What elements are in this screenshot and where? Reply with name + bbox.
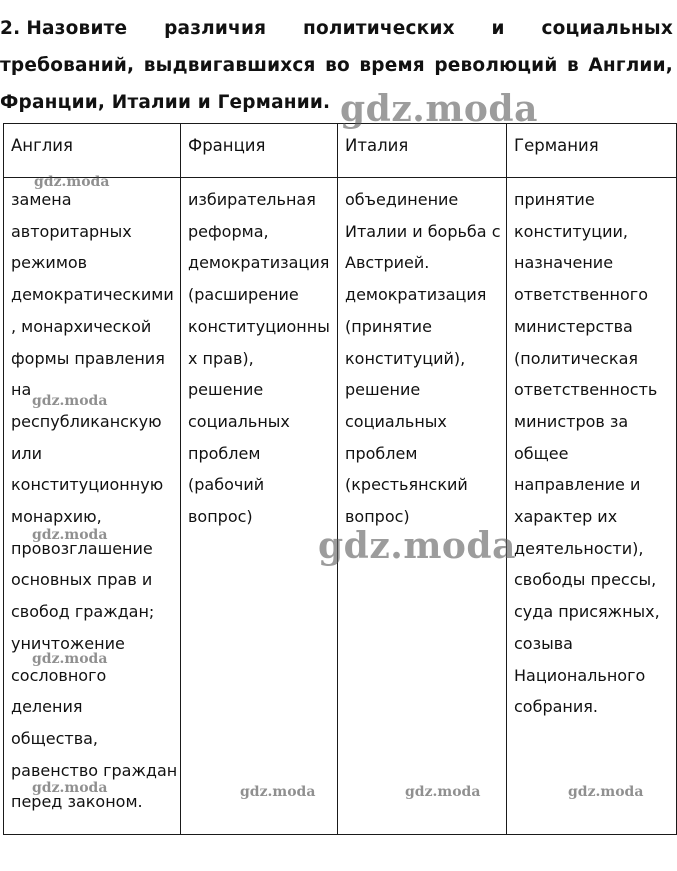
cell-line: уничтожение xyxy=(11,633,125,653)
cell-line: министерства xyxy=(514,316,633,336)
cell-line: конституционную xyxy=(11,475,164,495)
cell-line: деятельности), xyxy=(514,538,644,558)
cell-line: авторитарных xyxy=(11,221,132,241)
cell-line: принятие xyxy=(514,190,595,209)
cell-line: равенство граждан xyxy=(11,760,178,780)
cell-italy xyxy=(338,178,507,835)
cell-line: демократическими xyxy=(11,285,174,305)
cell-line: объединение xyxy=(345,190,459,209)
cell-line: созыва xyxy=(514,633,573,653)
cell-england xyxy=(4,178,181,835)
cell-line: сословного xyxy=(11,665,107,685)
cell-line: , монархической xyxy=(11,316,152,336)
cell-line: Италии и борьба с xyxy=(345,221,501,241)
cell-line: ответственного xyxy=(514,285,648,305)
cell-line: вопрос) xyxy=(188,507,253,527)
cell-line: замена xyxy=(11,190,72,209)
watermark-small: gdz.moda xyxy=(240,784,316,800)
watermark-small: gdz.moda xyxy=(34,174,110,190)
cell-line: или xyxy=(11,443,43,463)
cell-line: ответственность xyxy=(514,380,658,400)
cell-line: характер их xyxy=(514,507,618,527)
watermark-small: gdz.moda xyxy=(32,651,108,667)
table-row xyxy=(4,178,677,835)
cell-france xyxy=(181,178,338,835)
cell-line: монархию, xyxy=(11,507,102,527)
table-header-row xyxy=(4,124,677,178)
watermark-top: gdz.moda xyxy=(340,88,538,130)
cell-line: (расширение xyxy=(188,285,299,305)
cell-line: (крестьянский xyxy=(345,475,468,495)
cell-line: общее xyxy=(514,443,569,463)
cell-line: х прав), xyxy=(188,348,254,368)
cell-line: провозглашение xyxy=(11,538,153,558)
cell-line: (политическая xyxy=(514,348,639,368)
cell-line: республиканскую xyxy=(11,411,162,431)
cell-line: деления xyxy=(11,697,83,717)
header-england: Англия xyxy=(4,124,181,178)
cell-line: реформа, xyxy=(188,221,269,241)
cell-line: решение xyxy=(188,380,264,400)
cell-line: конституции, xyxy=(514,221,628,241)
header-italy: Италия xyxy=(338,124,507,178)
cell-line: министров за xyxy=(514,411,629,431)
header-france: Франция xyxy=(181,124,338,178)
question-body: Назовите различия политических и социальных требований, выдвигавшихся во время революций в Англии, Франции, Италии и Германии. xyxy=(0,18,673,113)
cell-line: собрания. xyxy=(514,697,598,717)
cell-line: общества, xyxy=(11,728,99,748)
watermark-small: gdz.moda xyxy=(568,784,644,800)
cell-line: проблем xyxy=(345,443,418,463)
cell-line: решение xyxy=(345,380,421,400)
cell-line: проблем xyxy=(188,443,261,463)
cell-line: на xyxy=(11,380,32,400)
watermark-small: gdz.moda xyxy=(405,784,481,800)
cell-line: социальных xyxy=(345,411,447,431)
cell-line: (рабочий xyxy=(188,475,265,495)
watermark-small: gdz.moda xyxy=(32,780,108,796)
cell-line: режимов xyxy=(11,253,88,273)
cell-germany xyxy=(507,178,677,835)
watermark-small: gdz.moda xyxy=(32,393,108,409)
answer-table xyxy=(3,123,677,835)
cell-line: суда присяжных, xyxy=(514,602,660,622)
cell-line: социальных xyxy=(188,411,290,431)
cell-line: основных прав и xyxy=(11,570,153,590)
cell-line: свобод граждан; xyxy=(11,602,155,622)
watermark-small: gdz.moda xyxy=(32,527,108,543)
cell-line: Национального xyxy=(514,665,646,685)
header-germany: Германия xyxy=(507,124,677,178)
question-number: 2. xyxy=(0,18,21,39)
cell-line: Австрией. xyxy=(345,253,430,273)
cell-line: демократизация xyxy=(345,285,487,305)
cell-line: (принятие xyxy=(345,316,432,336)
watermark-middle: gdz.moda xyxy=(318,525,516,567)
cell-line: конституционны xyxy=(188,316,330,336)
cell-line: свободы прессы, xyxy=(514,570,657,590)
question-text xyxy=(0,10,673,121)
cell-line: перед законом. xyxy=(11,792,143,812)
cell-line: избирательная xyxy=(188,190,316,209)
cell-line: формы правления xyxy=(11,348,165,368)
cell-line: демократизация xyxy=(188,253,330,273)
cell-line: конституций), xyxy=(345,348,466,368)
cell-line: направление и xyxy=(514,475,641,495)
cell-line: вопрос) xyxy=(345,507,410,527)
cell-line: назначение xyxy=(514,253,614,273)
